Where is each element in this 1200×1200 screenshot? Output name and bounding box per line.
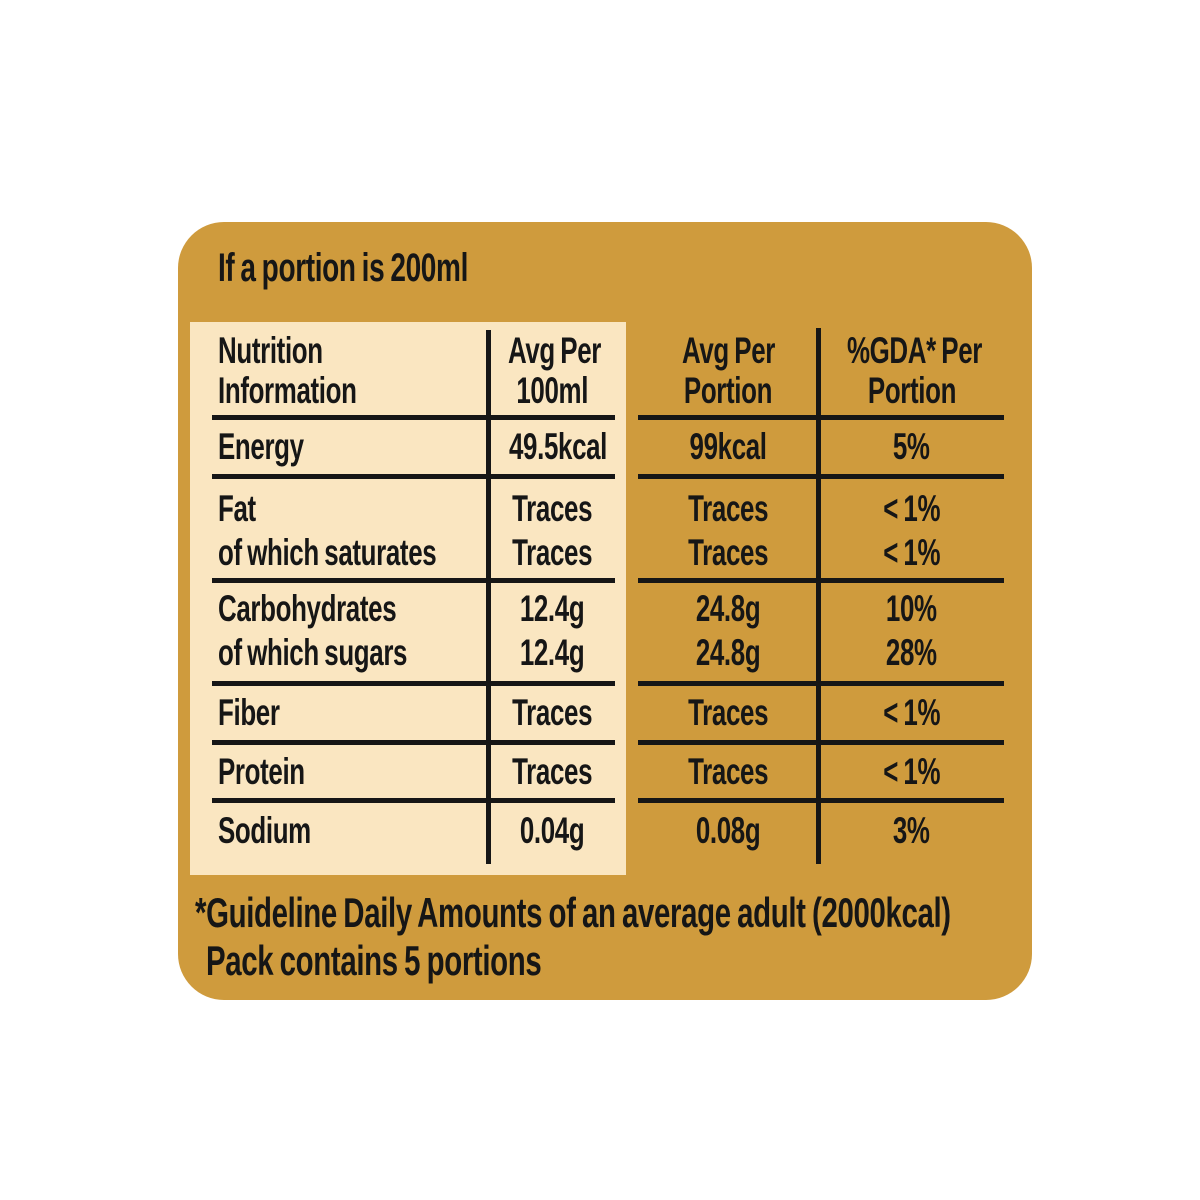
cell-per-portion: 99kcal <box>689 426 767 467</box>
cell-per-100ml: 12.4g <box>519 588 585 629</box>
table-header-row <box>190 331 1005 411</box>
row-label: Energy <box>218 426 304 467</box>
rule-fat-right <box>638 578 1004 583</box>
cell-per-100ml: Traces <box>512 692 592 733</box>
cell-per-100ml: Traces <box>512 532 592 573</box>
header-col4-line1: %GDA* Per <box>846 330 983 371</box>
header-col3-line2: Portion <box>683 370 773 411</box>
cell-gda: 28% <box>886 632 937 673</box>
footnote-gda-text: *Guideline Daily Amounts of an average adult (2000kcal) <box>195 889 951 936</box>
table-row-protein <box>190 750 1005 794</box>
divider-per-100ml <box>486 330 491 864</box>
table-row-energy <box>190 425 1005 469</box>
row-label: Carbohydrates <box>218 588 397 629</box>
cell-per-100ml: Traces <box>512 751 592 792</box>
portion-title-text: If a portion is 200ml <box>218 246 469 290</box>
cell-per-portion: Traces <box>688 532 768 573</box>
rule-energy-right <box>638 474 1004 479</box>
table-row-fat <box>190 487 1005 575</box>
rule-protein-left <box>212 798 615 803</box>
table-row-carbohydrates <box>190 587 1005 675</box>
header-gda-per-portion <box>818 331 1005 411</box>
cell-per-portion: 0.08g <box>695 810 761 851</box>
cell-per-100ml: 0.04g <box>519 810 585 851</box>
cell-gda: 5% <box>893 426 930 467</box>
row-label: Fat <box>218 488 256 529</box>
rule-carbs-right <box>638 681 1004 686</box>
table-row-sodium <box>190 809 1005 853</box>
header-col4-line2: Portion <box>867 370 956 411</box>
portion-title <box>218 246 575 290</box>
header-nutrition-information <box>190 331 488 411</box>
header-col2-line1: Avg Per <box>507 330 602 371</box>
cell-per-100ml: 12.4g <box>519 632 585 673</box>
cell-gda: 10% <box>886 588 937 629</box>
cell-per-portion: 24.8g <box>695 632 761 673</box>
cell-per-100ml: 49.5kcal <box>509 426 608 467</box>
row-sublabel: of which sugars <box>218 632 408 673</box>
header-avg-per-portion <box>638 331 818 411</box>
rule-header-right <box>638 415 1004 420</box>
rule-fiber-left <box>212 740 615 745</box>
cell-gda: < 1% <box>883 692 940 733</box>
row-sublabel: of which saturates <box>218 532 437 573</box>
footnote-pack-text: Pack contains 5 portions <box>206 937 542 984</box>
cell-gda: 3% <box>893 810 930 851</box>
cell-gda: < 1% <box>883 751 940 792</box>
header-col2-line2: 100ml <box>516 370 588 411</box>
cell-gda: < 1% <box>883 488 940 529</box>
rule-carbs-left <box>212 681 615 686</box>
row-label: Fiber <box>218 692 280 733</box>
rule-energy-left <box>212 474 615 479</box>
row-label: Protein <box>218 751 305 792</box>
cell-per-portion: Traces <box>688 488 768 529</box>
header-col1-line2: Information <box>218 370 357 411</box>
header-col1-line1: Nutrition <box>218 330 323 371</box>
header-avg-per-100ml <box>488 331 616 411</box>
header-col3-line1: Avg Per <box>681 330 775 371</box>
rule-fat-left <box>212 578 615 583</box>
table-row-fiber <box>190 691 1005 735</box>
footnote <box>195 889 1200 985</box>
rule-protein-right <box>638 798 1004 803</box>
cell-per-portion: Traces <box>688 751 768 792</box>
cell-gda: < 1% <box>883 532 940 573</box>
row-label: Sodium <box>218 810 311 851</box>
cell-per-portion: Traces <box>688 692 768 733</box>
rule-fiber-right <box>638 740 1004 745</box>
rule-header-left <box>212 415 615 420</box>
cell-per-portion: 24.8g <box>695 588 761 629</box>
cell-per-100ml: Traces <box>512 488 592 529</box>
divider-gda <box>816 328 821 864</box>
